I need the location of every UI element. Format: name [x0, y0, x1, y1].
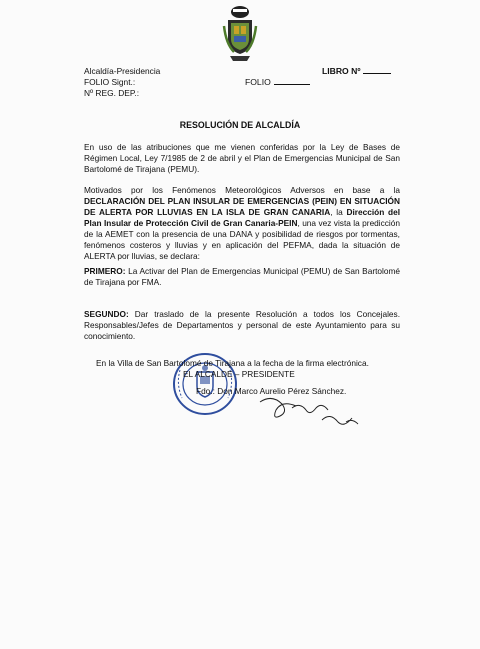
- coat-of-arms-icon: [222, 4, 258, 62]
- reg-dep-label: Nº REG. DEP.:: [84, 88, 140, 98]
- header-meta: [84, 66, 160, 99]
- segundo-label: SEGUNDO:: [84, 309, 129, 319]
- paragraph-primero: PRIMERO: La Activar del Plan de Emergencias Municipal (PEMU) de San Bartolomé de Tirajana por FMA.: [84, 266, 400, 287]
- closing-place-date: En la Villa de San Bartolomé de Tirajana a la fecha de la firma electrónica.: [96, 358, 369, 368]
- paragraph-intro: En uso de las atribuciones que me vienen conferidas por la Ley de Bases de Régimen Local, Ley 7/1985 de 2 de abril y el Plan de Emergencias Municipal de San Bartolomé de Tirajana (PEMU).: [84, 142, 400, 174]
- libro-field: [322, 65, 391, 76]
- folio-label: FOLIO: [245, 77, 271, 87]
- folio-signt-label: FOLIO Signt.:: [84, 77, 136, 87]
- pein-declaration: DECLARACIÓN DEL PLAN INSULAR DE EMERGENCIAS (PEIN) EN SITUACIÓN DE ALERTA POR LLUVIAS EN LA ISLA DE GRAN CANARIA: [84, 196, 400, 217]
- handwritten-signature-icon: [252, 392, 382, 432]
- closing-title: EL ALCALDE – PRESIDENTE: [183, 369, 295, 379]
- document-title: RESOLUCIÓN DE ALCALDÍA: [179, 120, 301, 130]
- closing-signatory: Fdo.: Don Marco Aurelio Pérez Sánchez.: [196, 386, 347, 396]
- paragraph-segundo: SEGUNDO: Dar traslado de la presente Resolución a todos los Concejales. Responsables/Jefes de Departamentos y personal de este Ayuntamiento para su conocimiento.: [84, 309, 400, 341]
- libro-label: LIBRO Nº: [322, 66, 361, 76]
- folio-field: [245, 76, 310, 87]
- paragraph-motivation: Motivados por los Fenómenos Meteorológicos Adversos en base a la DECLARACIÓN DEL PLAN INSULAR DE EMERGENCIAS (PEIN) EN SITUACIÓN DE ALERTA POR LLUVIAS EN LA ISLA DE GRAN CANARIA, la Dirección del Plan Insular de Protección Civil de Gran Canaria-PEIN, una vez vista la predicción de la AEMET con la presencia de una DANA y posibilidad de riesgos por tormentas, fenómenos costeros y lluvias y en aplicación del PEFMA, dada la situación de ALERTA por lluvias, se declara:: [84, 185, 401, 261]
- department-label: Alcaldía-Presidencia: [84, 66, 161, 76]
- primero-label: PRIMERO:: [84, 266, 126, 276]
- pein-direction: Dirección del Plan Insular de Protección Civil de Gran Canaria-PEIN: [84, 207, 400, 228]
